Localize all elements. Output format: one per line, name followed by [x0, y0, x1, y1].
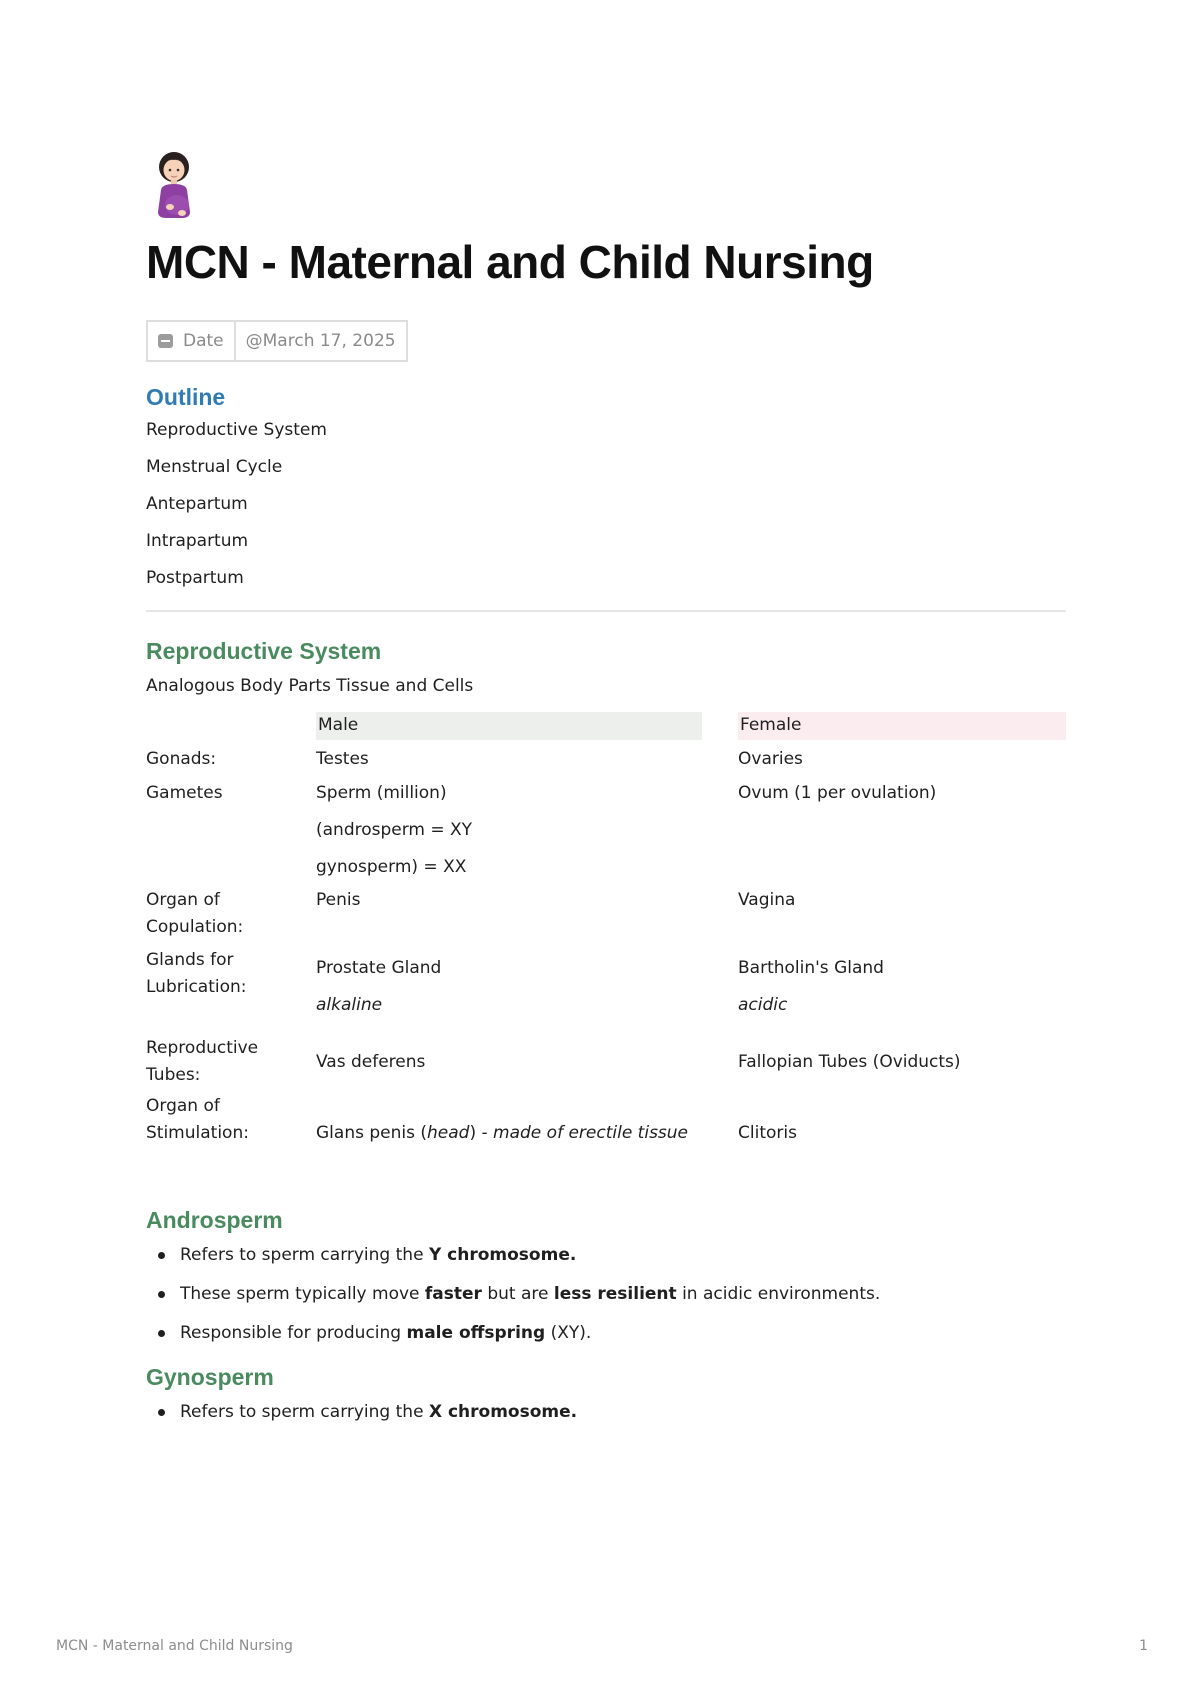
list-text-bold: faster	[424, 1284, 482, 1304]
male-cell: Testes	[316, 749, 369, 769]
list-item	[146, 1284, 1066, 1304]
section-divider	[146, 610, 1066, 612]
row-label: Organ of Copulation:	[146, 890, 244, 937]
male-cell	[316, 1093, 738, 1149]
outline-item: Reproductive System	[146, 420, 327, 440]
female-line: Bartholin's Gland	[738, 958, 884, 978]
gynosperm-heading: Gynosperm	[146, 1364, 274, 1390]
list-text-bold: less resilient	[553, 1284, 677, 1304]
header-female-cell	[738, 712, 1066, 740]
androsperm-heading: Androsperm	[146, 1207, 283, 1233]
header-male: Male	[316, 712, 702, 740]
female-cell: Clitoris	[738, 1123, 797, 1143]
list-item	[146, 1245, 1066, 1265]
list-text: Refers to sperm carrying the	[180, 1402, 429, 1422]
row-label: Gonads:	[146, 749, 217, 769]
list-text: Refers to sperm carrying the	[180, 1245, 429, 1265]
outline-list	[146, 420, 1066, 588]
pregnant-woman-icon	[146, 150, 202, 222]
list-text: Responsible for producing	[180, 1323, 407, 1343]
page-footer	[56, 1638, 1148, 1654]
female-cell	[738, 941, 1066, 1035]
table-row	[146, 740, 1066, 780]
row-label: Gametes	[146, 783, 223, 803]
female-cell: Ovaries	[738, 749, 803, 769]
table-row	[146, 780, 1066, 881]
outline-item: Intrapartum	[146, 531, 249, 551]
list-item	[146, 1402, 1066, 1422]
male-line: Sperm (million)	[316, 783, 447, 803]
table-row	[146, 1035, 1066, 1093]
row-label: Reproductive Tubes:	[146, 1038, 259, 1085]
list-text: but are	[481, 1284, 554, 1304]
male-text: Glans penis (	[316, 1123, 427, 1143]
outline-heading: Outline	[146, 384, 226, 410]
male-line: alkaline	[316, 995, 383, 1015]
header-female: Female	[738, 712, 1066, 740]
male-text-italic: head	[427, 1123, 470, 1143]
list-text: in acidic environments.	[676, 1284, 881, 1304]
outline-item: Antepartum	[146, 494, 248, 514]
list-text-bold: X chromosome.	[428, 1402, 578, 1422]
table-header-row	[146, 712, 1066, 740]
properties-table	[146, 320, 408, 362]
female-cell: Ovum (1 per ovulation)	[738, 783, 937, 803]
male-cell	[316, 780, 738, 881]
row-label: Glands for Lubrication:	[146, 950, 247, 997]
list-item	[146, 1323, 1066, 1343]
date-property-label	[148, 322, 234, 360]
male-cell: Penis	[316, 890, 361, 910]
table-row	[146, 941, 1066, 1035]
reproductive-system-heading: Reproductive System	[146, 638, 382, 664]
header-empty-cell	[146, 712, 316, 740]
date-label: Date	[183, 331, 224, 351]
table-row	[146, 881, 1066, 941]
calendar-icon	[158, 334, 173, 348]
male-line: gynosperm) = XX	[316, 857, 467, 877]
male-text-italic: made of erectile tissue	[493, 1123, 689, 1143]
header-male-cell	[316, 712, 738, 740]
page-title: MCN - Maternal and Child Nursing	[146, 236, 874, 288]
gynosperm-list	[146, 1402, 1066, 1422]
female-cell: Vagina	[738, 890, 796, 910]
document-page	[146, 150, 1066, 1441]
list-text: (XY).	[545, 1323, 592, 1343]
androsperm-list	[146, 1245, 1066, 1343]
male-cell	[316, 941, 738, 1035]
date-property-value[interactable]	[234, 322, 406, 360]
outline-item: Menstrual Cycle	[146, 457, 283, 477]
list-text-bold: Y chromosome.	[428, 1245, 577, 1265]
row-label: Organ of Stimulation:	[146, 1096, 249, 1143]
table-row	[146, 1093, 1066, 1149]
footer-title: MCN - Maternal and Child Nursing	[56, 1638, 293, 1654]
outline-item: Postpartum	[146, 568, 244, 588]
male-line: Prostate Gland	[316, 958, 442, 978]
list-text: These sperm typically move	[180, 1284, 425, 1304]
date-value: @March 17, 2025	[245, 331, 396, 351]
list-text-bold: male offspring	[406, 1323, 546, 1343]
male-line: (androsperm = XY	[316, 820, 473, 840]
page-number: 1	[1139, 1638, 1148, 1654]
female-line: acidic	[738, 995, 788, 1015]
table-caption: Analogous Body Parts Tissue and Cells	[146, 676, 474, 696]
female-cell: Fallopian Tubes (Oviducts)	[738, 1052, 961, 1072]
male-text: ) -	[469, 1123, 494, 1143]
male-cell: Vas deferens	[316, 1052, 426, 1072]
analogous-parts-table	[146, 712, 1066, 1149]
